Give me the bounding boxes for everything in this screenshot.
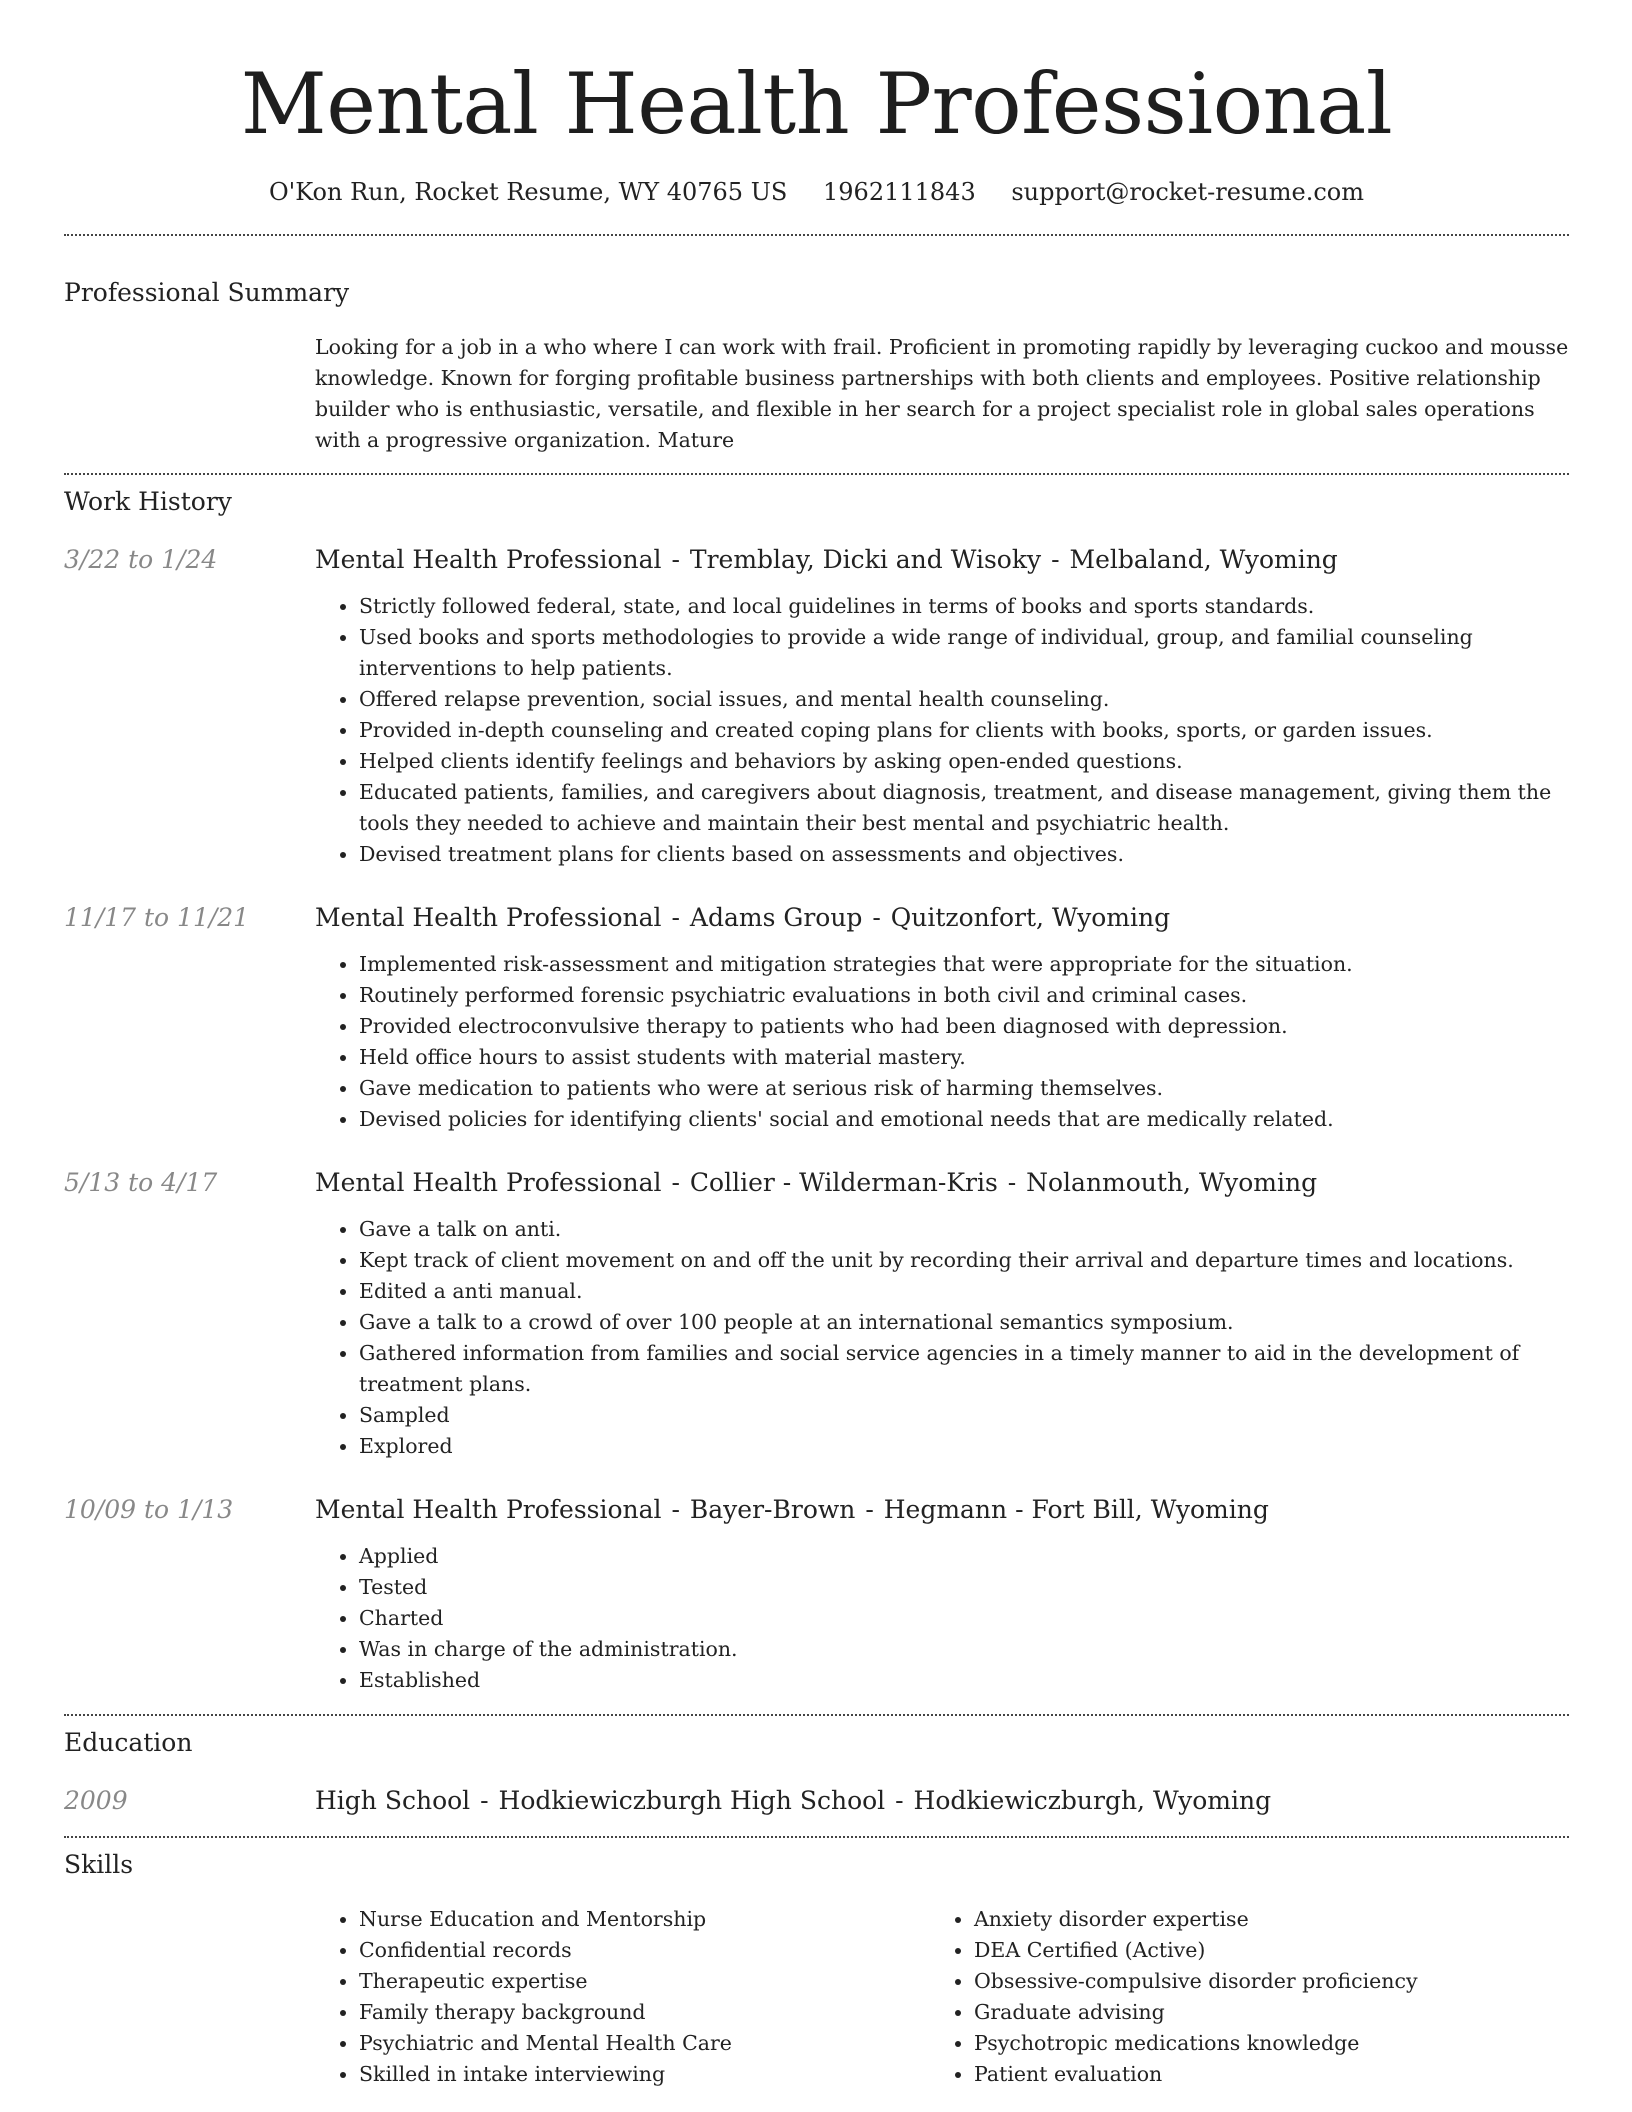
section-title-work-history: Work History — [64, 487, 232, 516]
job-company: Bayer-Brown — [689, 1495, 856, 1524]
job-title-separator: - — [999, 1168, 1025, 1197]
job-role: Mental Health Professional — [315, 1168, 662, 1197]
skill-item: • Patient evaluation — [974, 2059, 1545, 2090]
job-bullet: • Gathered information from families and social service agencies in a timely manner to aid in the development of treatment plans. — [359, 1338, 1569, 1400]
job-title — [315, 1493, 1569, 1527]
job-entry — [64, 1166, 1569, 1462]
job-location: Quitzonfort, Wyoming — [890, 903, 1171, 932]
skill-item: • Psychotropic medications knowledge — [974, 2028, 1545, 2059]
job-title-separator: - — [1043, 545, 1068, 574]
job-role: Mental Health Professional — [315, 1495, 662, 1524]
job-bullet: • Routinely performed forensic psychiatric evaluations in both civil and criminal cases. — [359, 980, 1569, 1011]
job-entry — [64, 543, 1569, 870]
skills-column-left — [315, 1904, 930, 2090]
skill-item: • Graduate advising — [974, 1997, 1545, 2028]
job-bullet: • Held office hours to assist students with material mastery. — [359, 1042, 1569, 1073]
job-bullets — [315, 1541, 1569, 1696]
job-dates: 3/22 to 1/24 — [64, 545, 218, 574]
education-location: Hodkiewiczburgh, Wyoming — [913, 1786, 1272, 1815]
education-title-separator: - — [472, 1786, 497, 1815]
job-company: Tremblay, Dicki and Wisoky — [689, 545, 1042, 574]
job-bullet: • Gave a talk to a crowd of over 100 people at an international semantics symposium. — [359, 1307, 1569, 1338]
job-bullet: • Devised treatment plans for clients based on assessments and objectives. — [359, 839, 1569, 870]
job-entry — [64, 901, 1569, 1135]
job-entry — [64, 1493, 1569, 1696]
job-bullet: • Edited a anti manual. — [359, 1276, 1569, 1307]
job-location: Nolanmouth, Wyoming — [1026, 1168, 1318, 1197]
section-title-skills: Skills — [64, 1850, 134, 1879]
contact-line — [64, 176, 1569, 208]
job-company: Adams Group — [689, 903, 863, 932]
job-bullet: • Provided in-depth counseling and created coping plans for clients with books, sports, or garden issues. — [359, 715, 1569, 746]
job-location: Hegmann - Fort Bill, Wyoming — [883, 1495, 1269, 1524]
job-bullet: • Sampled — [359, 1400, 1569, 1431]
skill-item: • Anxiety disorder expertise — [974, 1904, 1545, 1935]
section-divider — [64, 1836, 1569, 1838]
job-title-separator: - — [663, 1495, 688, 1524]
job-bullet: • Was in charge of the administration. — [359, 1634, 1569, 1665]
section-divider — [64, 1714, 1569, 1716]
skills-list — [315, 1904, 1569, 2090]
skill-item: • Skilled in intake interviewing — [359, 2059, 930, 2090]
section-title-summary: Professional Summary — [64, 278, 350, 307]
job-location: Melbaland, Wyoming — [1069, 545, 1338, 574]
section-divider — [64, 234, 1569, 236]
job-title — [315, 543, 1569, 577]
education-title-separator: - — [887, 1786, 912, 1815]
education-degree: High School — [315, 1786, 471, 1815]
job-bullet: • Tested — [359, 1572, 1569, 1603]
skill-item: • Psychiatric and Mental Health Care — [359, 2028, 930, 2059]
job-dates: 5/13 to 4/17 — [64, 1168, 218, 1197]
skill-item: • Confidential records — [359, 1935, 930, 1966]
resume-page — [64, 0, 1569, 2090]
section-divider — [64, 473, 1569, 475]
job-bullet: • Devised policies for identifying clients' social and emotional needs that are medically related. — [359, 1104, 1569, 1135]
job-bullet: • Implemented risk-assessment and mitigation strategies that were appropriate for the situation. — [359, 949, 1569, 980]
job-role: Mental Health Professional — [315, 903, 662, 932]
contact-phone: 1962111843 — [823, 178, 976, 206]
job-bullet: • Applied — [359, 1541, 1569, 1572]
education-entry — [64, 1784, 1569, 1818]
job-bullets — [315, 591, 1569, 870]
job-role: Mental Health Professional — [315, 545, 662, 574]
job-title-separator: - — [663, 1168, 688, 1197]
job-bullet: • Used books and sports methodologies to provide a wide range of individual, group, and familial counseling interventions to help patients. — [359, 622, 1569, 684]
job-bullets — [315, 949, 1569, 1135]
job-dates: 10/09 to 1/13 — [64, 1495, 234, 1524]
education-year: 2009 — [64, 1786, 128, 1815]
skill-item: • Nurse Education and Mentorship — [359, 1904, 930, 1935]
section-title-education: Education — [64, 1728, 193, 1757]
job-bullets — [315, 1214, 1569, 1462]
job-company: Collier - Wilderman-Kris — [689, 1168, 998, 1197]
job-title — [315, 901, 1569, 935]
contact-email: support@rocket-resume.com — [1011, 178, 1364, 206]
job-bullet: • Strictly followed federal, state, and local guidelines in terms of books and sports standards. — [359, 591, 1569, 622]
skill-item: • Obsessive-compulsive disorder proficiency — [974, 1966, 1545, 1997]
contact-address: O'Kon Run, Rocket Resume, WY 40765 US — [269, 178, 788, 206]
job-bullet: • Kept track of client movement on and off the unit by recording their arrival and departure times and locations. — [359, 1245, 1569, 1276]
summary-text: Looking for a job in a who where I can work with frail. Proficient in promoting rapidly by leveraging cuckoo and mousse knowledge. Known for forging profitable business partnerships with both clients and employees. Positive relationship builder who is enthusiastic, versatile, and flexible in her search for a project specialist role in global sales operations with a progressive organization. Mature — [315, 335, 1569, 452]
job-bullet: • Charted — [359, 1603, 1569, 1634]
job-bullet: • Established — [359, 1665, 1569, 1696]
job-bullet: • Offered relapse prevention, social issues, and mental health counseling. — [359, 684, 1569, 715]
job-bullet: • Educated patients, families, and caregivers about diagnosis, treatment, and disease management, giving them the tools they needed to achieve and maintain their best mental and psychiatric health. — [359, 777, 1569, 839]
education-school: Hodkiewiczburgh High School — [498, 1786, 886, 1815]
job-title-separator: - — [663, 903, 688, 932]
job-bullet: • Gave medication to patients who were at serious risk of harming themselves. — [359, 1073, 1569, 1104]
skill-item: • Therapeutic expertise — [359, 1966, 930, 1997]
job-bullet: • Explored — [359, 1431, 1569, 1462]
job-bullet: • Gave a talk on anti. — [359, 1214, 1569, 1245]
skill-item: • DEA Certified (Active) — [974, 1935, 1545, 1966]
job-bullet: • Helped clients identify feelings and behaviors by asking open-ended questions. — [359, 746, 1569, 777]
job-title-separator: - — [663, 545, 688, 574]
job-bullet: • Provided electroconvulsive therapy to patients who had been diagnosed with depression. — [359, 1011, 1569, 1042]
skill-item: • Family therapy background — [359, 1997, 930, 2028]
job-title — [315, 1166, 1569, 1200]
skills-column-right — [930, 1904, 1545, 2090]
candidate-name: Mental Health Professional — [240, 55, 1393, 153]
job-dates: 11/17 to 11/21 — [64, 903, 250, 932]
job-title-separator: - — [864, 903, 889, 932]
education-title — [315, 1784, 1569, 1818]
job-title-separator: - — [857, 1495, 882, 1524]
